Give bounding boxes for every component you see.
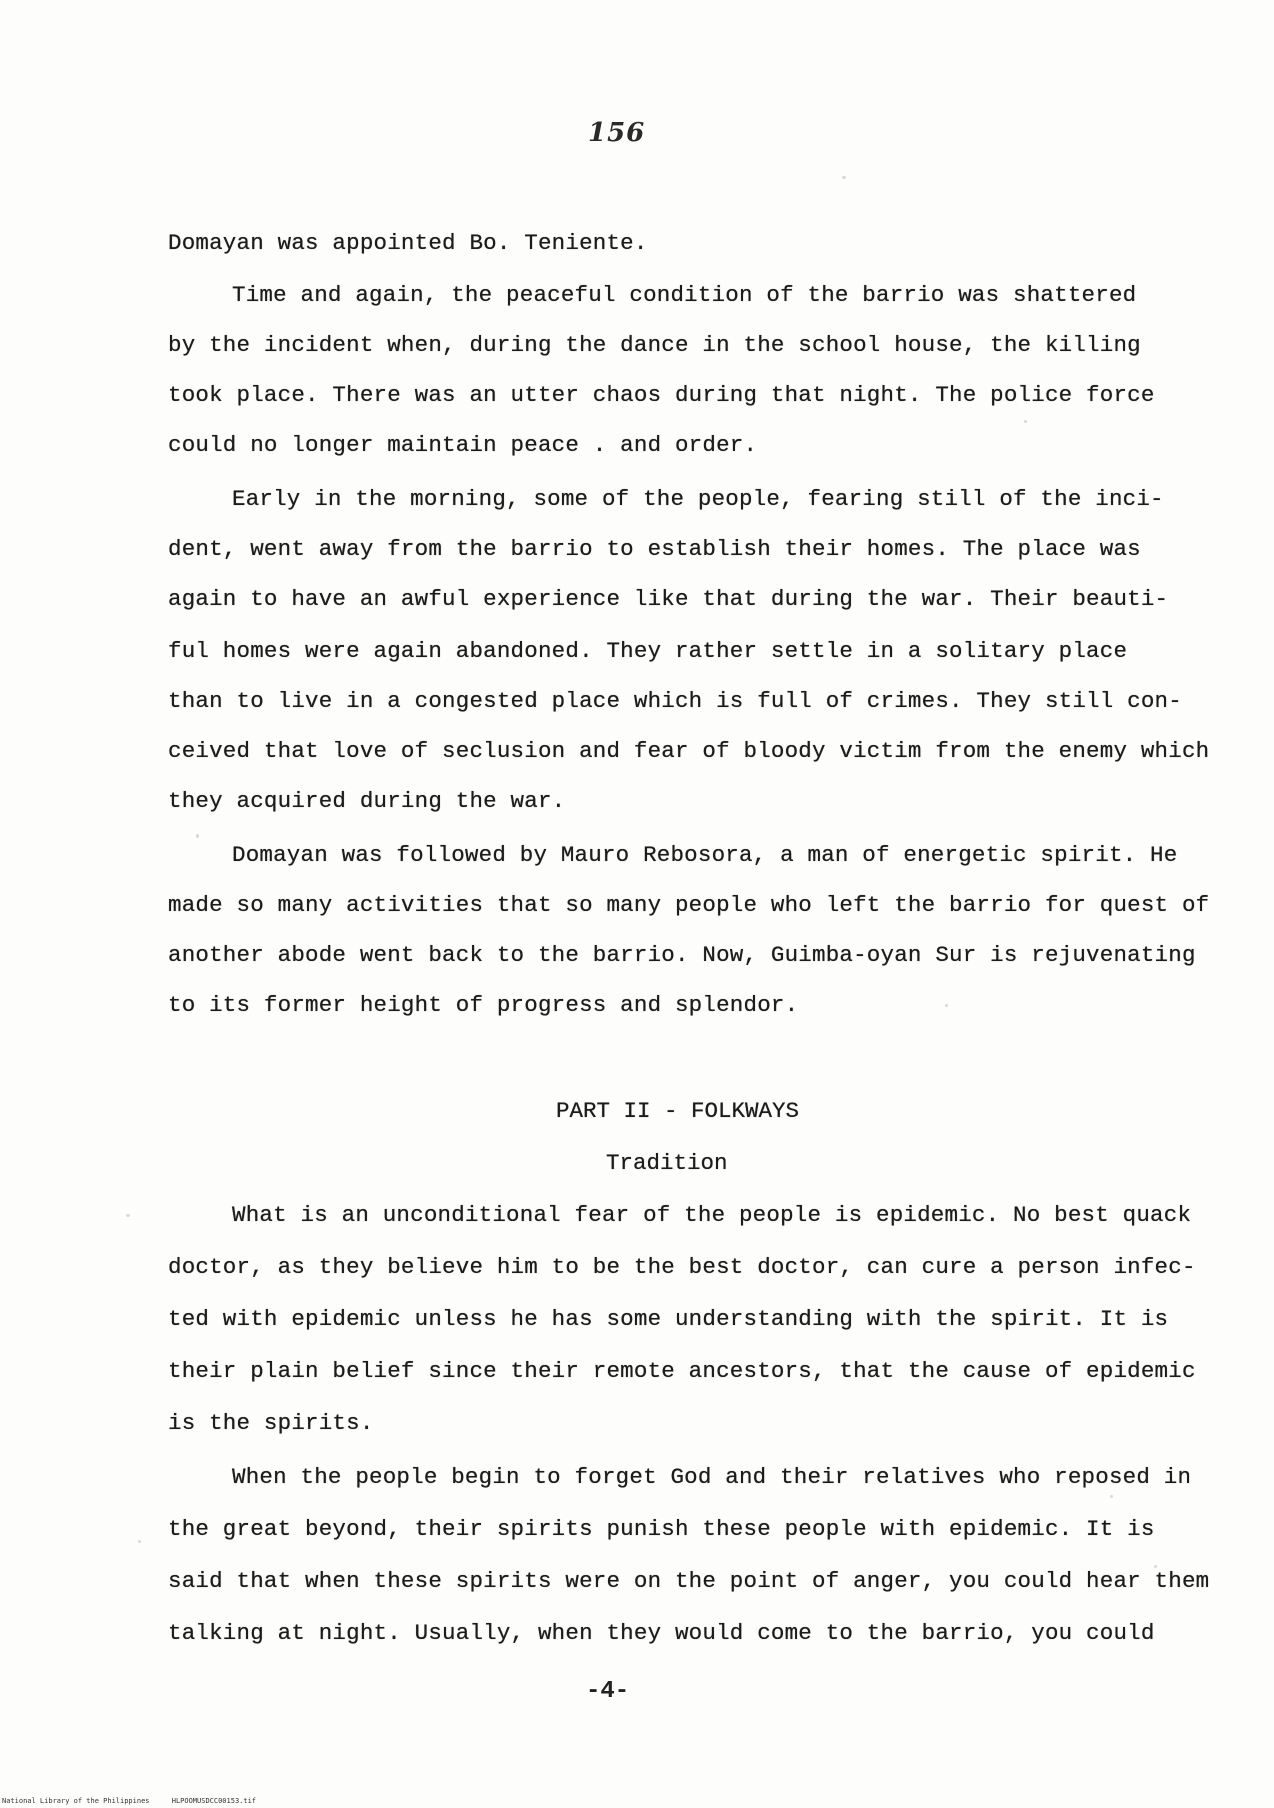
text-line: the great beyond, their spirits punish these people with epidemic. It is bbox=[168, 1516, 1155, 1542]
section-subheading: Tradition bbox=[606, 1150, 728, 1176]
text-line: to its former height of progress and splendor. bbox=[168, 992, 799, 1018]
text-line: by the incident when, during the dance in the school house, the killing bbox=[168, 332, 1141, 358]
text-line: Time and again, the peaceful condition of the barrio was shattered bbox=[232, 282, 1137, 308]
text-line: is the spirits. bbox=[168, 1410, 374, 1436]
text-line: ceived that love of seclusion and fear of bloody victim from the enemy which bbox=[168, 738, 1210, 764]
text-line: talking at night. Usually, when they would come to the barrio, you could bbox=[168, 1620, 1155, 1646]
text-line: made so many activities that so many people who left the barrio for quest of bbox=[168, 892, 1210, 918]
text-line: ted with epidemic unless he has some understanding with the spirit. It is bbox=[168, 1306, 1169, 1332]
text-line: said that when these spirits were on the point of anger, you could hear them bbox=[168, 1568, 1210, 1594]
text-line: doctor, as they believe him to be the best doctor, can cure a person infec- bbox=[168, 1254, 1196, 1280]
handwritten-page-number: 156 bbox=[588, 118, 646, 148]
scan-speck bbox=[126, 1214, 130, 1217]
text-line: Domayan was followed by Mauro Rebosora, a man of energetic spirit. He bbox=[232, 842, 1178, 868]
scan-speck bbox=[842, 176, 846, 179]
footer-file: HLPOOMUSDCC00153.tif bbox=[171, 1797, 257, 1805]
text-line: could no longer maintain peace . and order. bbox=[168, 432, 758, 458]
scan-speck bbox=[138, 1540, 141, 1543]
scan-speck bbox=[196, 834, 199, 838]
scan-speck bbox=[1024, 420, 1027, 423]
footer-library: National Library of the Philippines bbox=[2, 1797, 150, 1805]
text-line: When the people begin to forget God and their relatives who reposed in bbox=[232, 1464, 1192, 1490]
scan-speck bbox=[1110, 1495, 1113, 1498]
page-number: -4- bbox=[586, 1678, 630, 1705]
text-line: they acquired during the war. bbox=[168, 788, 566, 814]
section-heading: PART II - FOLKWAYS bbox=[556, 1098, 800, 1124]
scan-footer bbox=[2, 1797, 274, 1806]
text-line: Domayan was appointed Bo. Teniente. bbox=[168, 230, 648, 256]
text-line: What is an unconditional fear of the people is epidemic. No best quack bbox=[232, 1202, 1192, 1228]
text-line: again to have an awful experience like that during the war. Their beauti- bbox=[168, 586, 1169, 612]
text-line: another abode went back to the barrio. Now, Guimba-oyan Sur is rejuvenating bbox=[168, 942, 1196, 968]
text-line: Early in the morning, some of the people, fearing still of the inci- bbox=[232, 486, 1164, 512]
text-line: dent, went away from the barrio to establish their homes. The place was bbox=[168, 536, 1141, 562]
text-line: took place. There was an utter chaos during that night. The police force bbox=[168, 382, 1155, 408]
scan-speck bbox=[945, 1004, 948, 1007]
text-line: their plain belief since their remote ancestors, that the cause of epidemic bbox=[168, 1358, 1196, 1384]
text-line: ful homes were again abandoned. They rather settle in a solitary place bbox=[168, 638, 1128, 664]
text-line: than to live in a congested place which is full of crimes. They still con- bbox=[168, 688, 1182, 714]
